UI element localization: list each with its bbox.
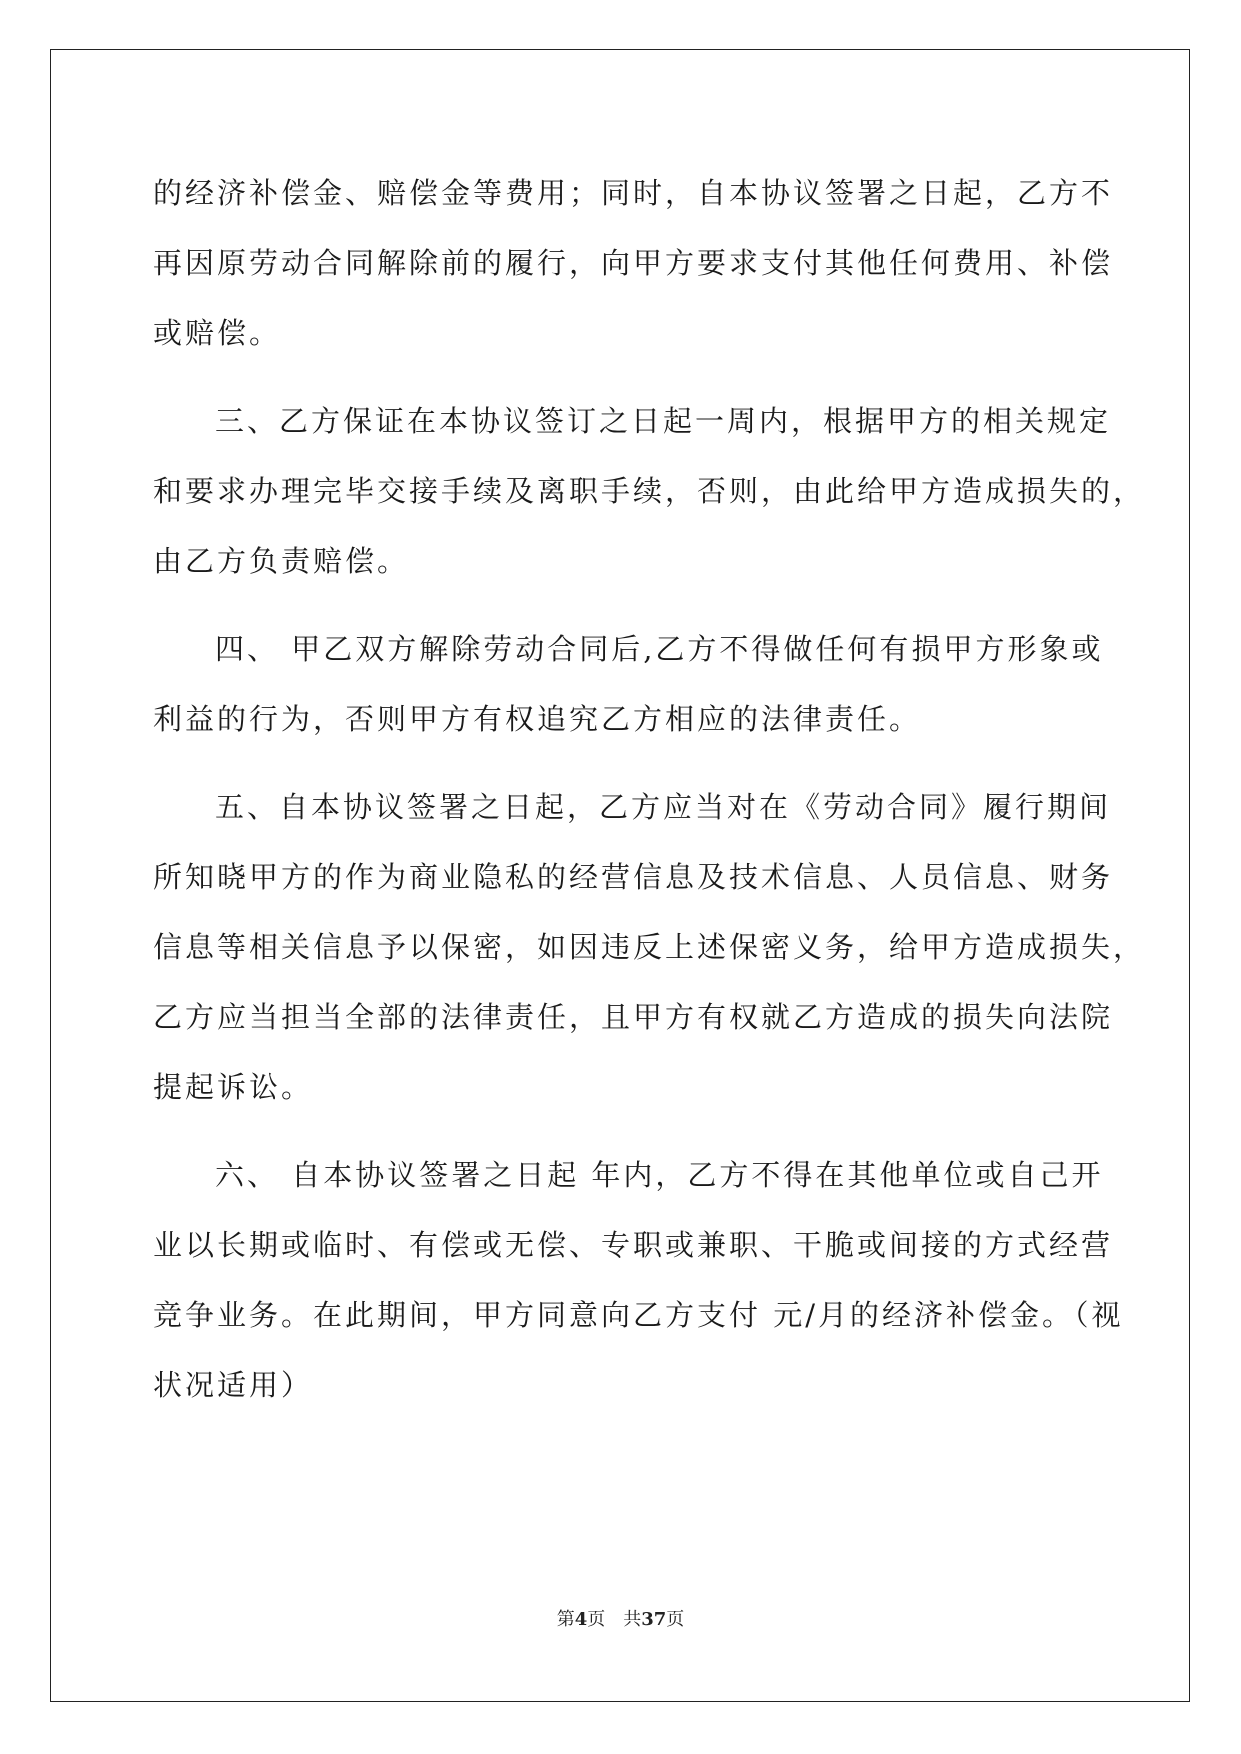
paragraph-continuation [153,158,1114,368]
footer-middle: 页 共 [587,1609,642,1630]
text-line: 的经济补偿金、赔偿金等费用；同时，自本协议签署之日起，乙方不 [153,176,1114,210]
text-line: 和要求办理完毕交接手续及离职手续，否则，由此给甲方造成损失的， [153,474,1146,508]
text-line: 五、自本协议签署之日起，乙方应当对在《劳动合同》履行期间 [215,790,1112,824]
text-line: 竞争业务。在此期间，甲方同意向乙方支付 元/月的经济补偿金。（视 [153,1298,1124,1332]
text-line: 信息等相关信息予以保密，如因违反上述保密义务，给甲方造成损失， [153,930,1146,964]
text-line: 乙方应当担当全部的法律责任，且甲方有权就乙方造成的损失向法院 [153,1000,1114,1034]
text-line: 三、乙方保证在本协议签订之日起一周内，根据甲方的相关规定 [215,404,1112,438]
text-line: 再因原劳动合同解除前的履行，向甲方要求支付其他任何费用、补偿 [153,246,1114,280]
total-page-count: 37 [641,1609,667,1630]
footer-suffix: 页 [666,1609,685,1630]
text-line: 业以长期或临时、有偿或无偿、专职或兼职、干脆或间接的方式经营 [153,1228,1114,1262]
text-line: 四、 甲乙双方解除劳动合同后,乙方不得做任何有损甲方形象或 [215,632,1104,666]
clause-six [153,1140,1124,1420]
text-line: 六、 自本协议签署之日起 年内，乙方不得在其他单位或自己开 [215,1158,1104,1192]
text-line: 提起诉讼。 [153,1070,314,1104]
text-line: 由乙方负责赔偿。 [153,544,410,578]
text-line: 所知晓甲方的作为商业隐私的经营信息及技术信息、人员信息、财务 [153,860,1114,894]
document-body [153,158,1146,1420]
footer-prefix: 第 [556,1609,575,1630]
text-line: 利益的行为，否则甲方有权追究乙方相应的法律责任。 [153,702,922,736]
clause-three [153,386,1146,596]
current-page-number: 4 [574,1609,588,1630]
page-footer [0,1607,1241,1633]
text-line: 或赔偿。 [153,316,282,350]
clause-four [153,614,1104,754]
clause-five [153,772,1146,1122]
text-line: 状况适用） [153,1368,314,1402]
